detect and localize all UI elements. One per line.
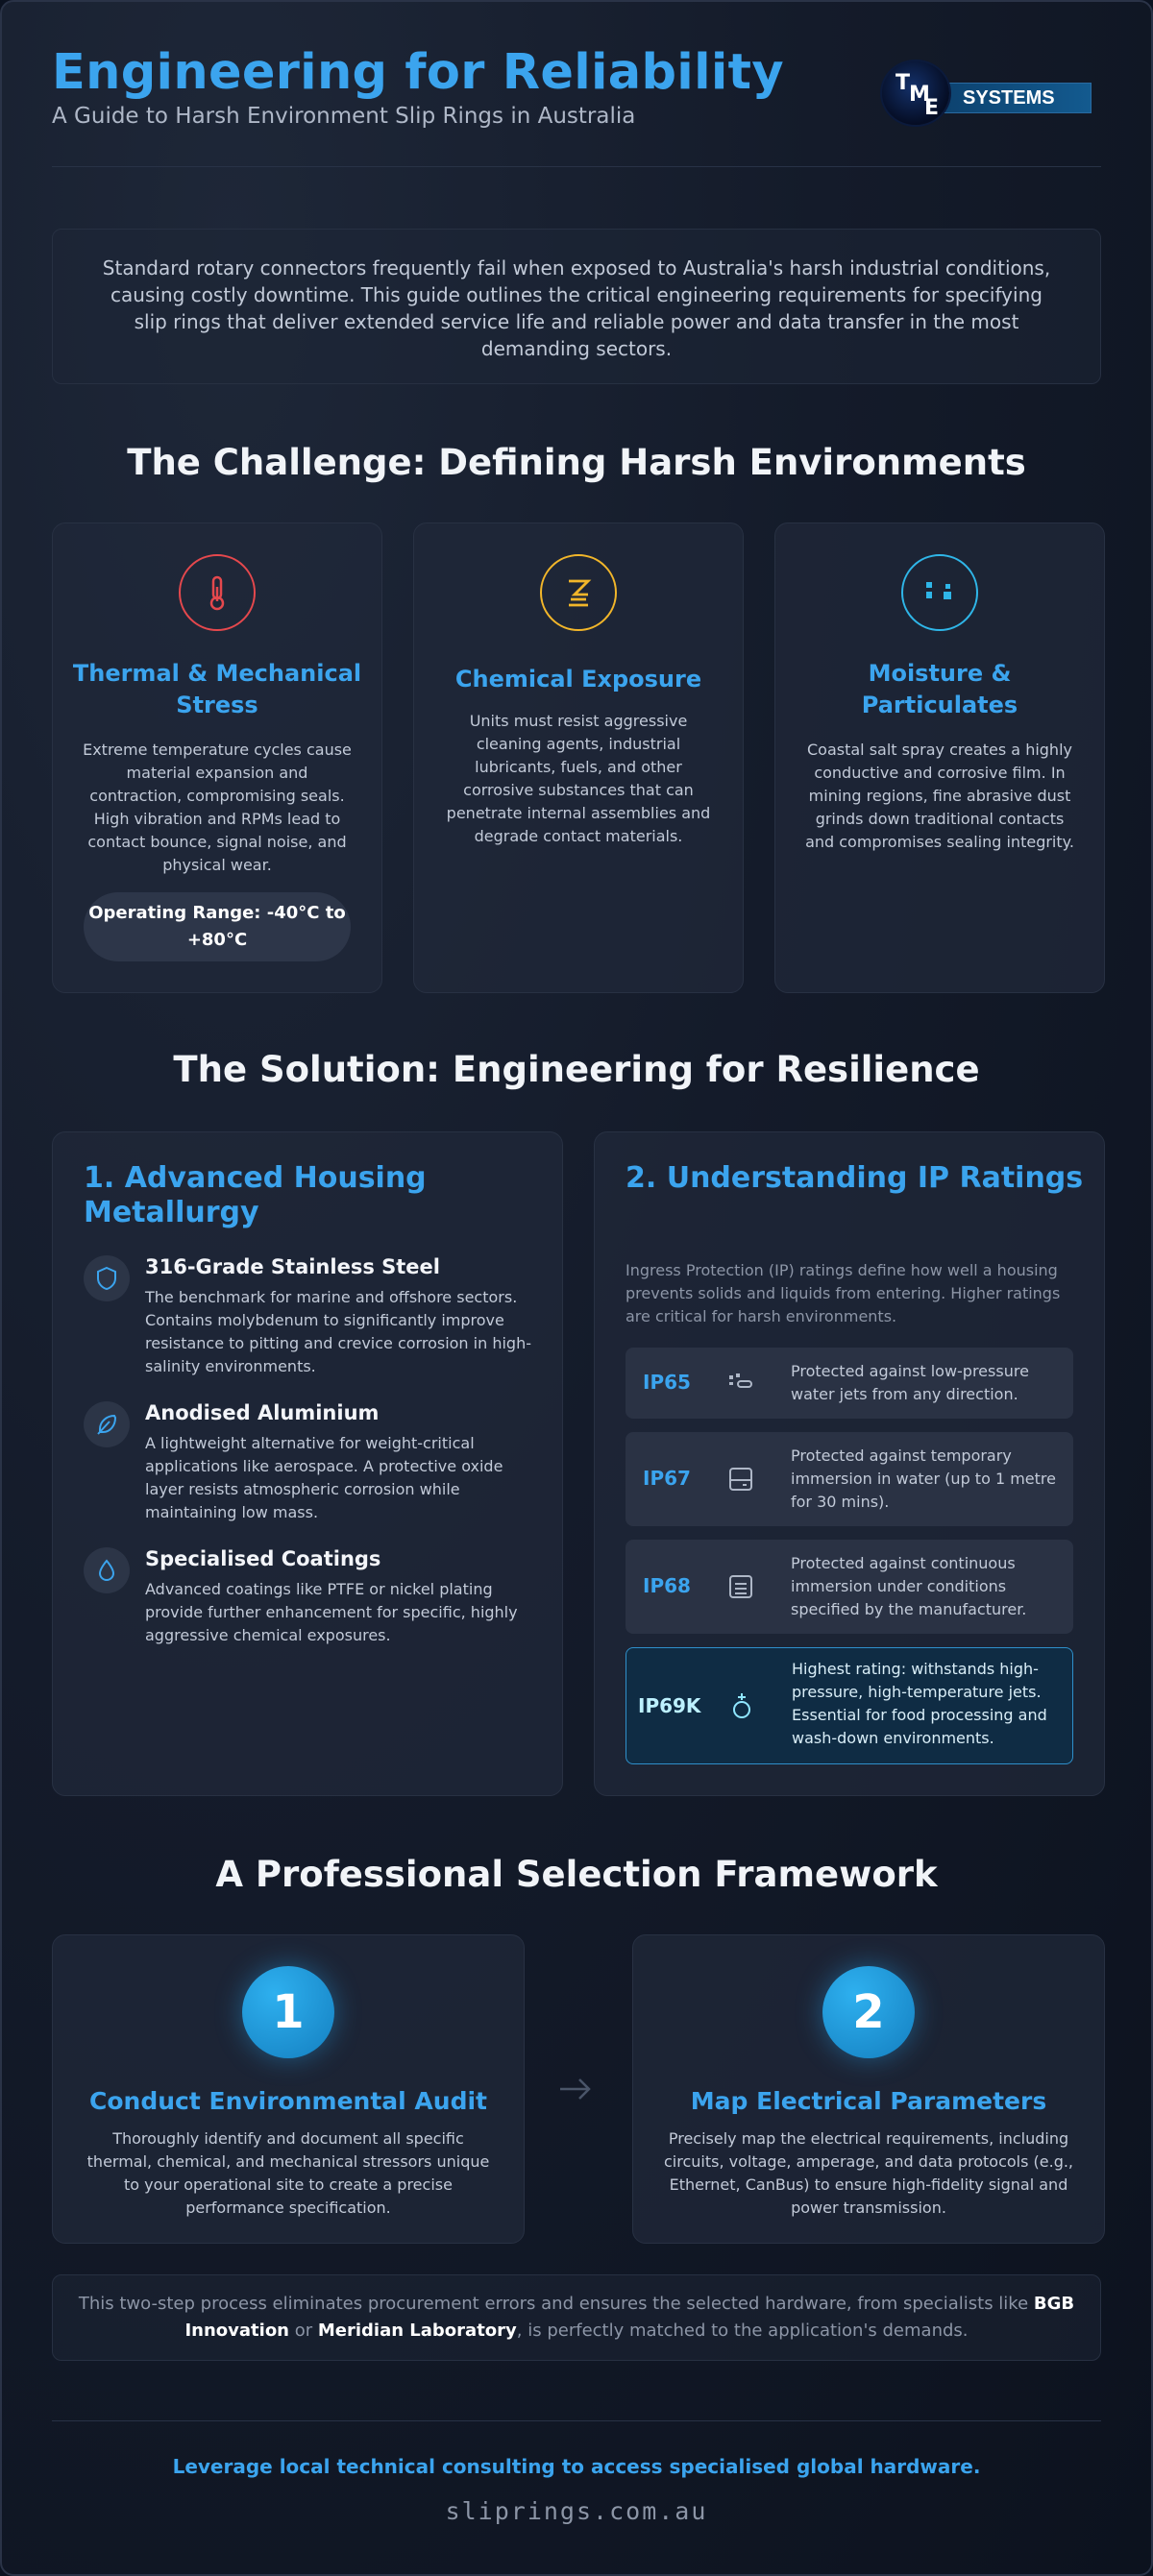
- immersion-icon: [725, 1464, 756, 1495]
- note-text: This two-step process eliminates procurement errors and ensures the selected hardware, from specialists like: [78, 2294, 1034, 2314]
- arrow-right-icon: [558, 2075, 593, 2107]
- challenge-card-title: Chemical Exposure: [454, 666, 702, 693]
- logo-letter-m: M: [909, 83, 930, 107]
- operating-range-badge: Operating Range: -40°C to +80°C: [84, 892, 351, 961]
- step-card-1: [52, 1934, 525, 2244]
- metal-item-text: Advanced coatings like PTFE or nickel plating provide further enhancement for specific, highly aggressive chemical exposures.: [145, 1580, 518, 1644]
- ip-code: IP65: [643, 1371, 691, 1394]
- challenge-card-chemical: [413, 522, 744, 993]
- particulates-icon: [901, 554, 978, 631]
- page-subtitle: A Guide to Harsh Environment Slip Rings in Australia: [52, 104, 636, 129]
- ip-description: Protected against continuous immersion under conditions specified by the manufacturer.: [791, 1554, 1027, 1618]
- ip-row-ip68: [626, 1540, 1073, 1634]
- solution-section-title: The Solution: Engineering for Resilience: [173, 1049, 980, 1090]
- ip-ratings-card: [594, 1131, 1105, 1796]
- ip-row-ip65: [626, 1348, 1073, 1419]
- header-divider: [52, 166, 1101, 167]
- footer-divider: [52, 2420, 1101, 2421]
- ip-ratings-intro: Ingress Protection (IP) ratings define how well a housing prevents solids and liquids from entering. Higher ratings are critical for harsh environments.: [626, 1261, 1061, 1325]
- tme-systems-logo[interactable]: [882, 61, 1093, 129]
- step-number: 2: [822, 1966, 915, 2058]
- ip-description: Highest rating: withstands high-pressure, high-temperature jets. Essential for food processing and wash-down environments.: [792, 1660, 1047, 1747]
- metal-item-title: Specialised Coatings: [145, 1547, 381, 1570]
- metallurgy-card: [52, 1131, 563, 1796]
- step-card-2: [632, 1934, 1105, 2244]
- framework-section-title: A Professional Selection Framework: [215, 1854, 938, 1895]
- ip-row-ip67: [626, 1432, 1073, 1526]
- ip-row-ip69k: [626, 1647, 1073, 1764]
- ip-description: Protected against temporary immersion in water (up to 1 metre for 30 mins).: [791, 1446, 1056, 1511]
- ip-code: IP67: [643, 1467, 691, 1490]
- metal-item-title: Anodised Aluminium: [145, 1401, 380, 1424]
- metal-item-text: A lightweight alternative for weight-critical applications like aerospace. A protective oxide layer resists atmospheric corrosion while maintaining low mass.: [145, 1434, 503, 1521]
- logo-word: SYSTEMS: [963, 87, 1055, 109]
- step-text: Precisely map the electrical requirements, including circuits, voltage, amperage, and data protocols (e.g., Ethernet, CanBus) to ensure high-fidelity signal and power transmission.: [663, 2129, 1074, 2217]
- challenge-card-title: Moisture & Particulates: [861, 660, 1018, 718]
- water-jet-icon: [725, 1368, 756, 1398]
- note-text: , is perfectly matched to the application's demands.: [516, 2321, 969, 2341]
- note-text: or: [289, 2321, 318, 2341]
- challenge-card-title: Thermal & Mechanical Stress: [72, 660, 362, 718]
- thermometer-icon: [179, 554, 256, 631]
- challenge-card-text: Units must resist aggressive cleaning agents, industrial lubricants, fuels, and other corrosive substances that can penetrate internal assemblies and degrade contact materials.: [446, 712, 711, 845]
- logo-letter-e: E: [924, 96, 940, 120]
- ip-description: Protected against low-pressure water jets from any direction.: [791, 1362, 1029, 1403]
- challenge-section-title: The Challenge: Defining Harsh Environments: [127, 442, 1026, 483]
- metal-item-title: 316-Grade Stainless Steel: [145, 1255, 440, 1278]
- continuous-immersion-icon: [725, 1571, 756, 1602]
- framework-note: [52, 2274, 1101, 2361]
- step-title: Conduct Environmental Audit: [89, 2087, 487, 2115]
- specialist-name: Meridian Laboratory: [317, 2321, 517, 2341]
- ip-code: IP69K: [638, 1694, 701, 1717]
- metallurgy-heading: 1. Advanced Housing Metallurgy: [84, 1161, 427, 1229]
- shield-icon: [84, 1255, 130, 1301]
- step-text: Thoroughly identify and document all specific thermal, chemical, and mechanical stressors unique to your operational site to create a precise performance specification.: [86, 2129, 490, 2217]
- intro-box: Standard rotary connectors frequently fail when exposed to Australia's harsh industrial conditions, causing costly downtime. This guide outlines the critical engineering requirements for specifying slip rings that deliver extended service life and reliable power and data transfer in the most demanding sectors.: [52, 229, 1101, 384]
- feather-icon: [84, 1401, 130, 1447]
- high-pressure-icon: [726, 1690, 757, 1721]
- metal-item-aluminium: [84, 1401, 535, 1526]
- metal-item-text: The benchmark for marine and offshore sectors. Contains molybdenum to significantly improve resistance to pitting and crevice corrosion in high-salinity environments.: [145, 1288, 531, 1375]
- challenge-card-text: Extreme temperature cycles cause material expansion and contraction, compromising seals. High vibration and RPMs lead to contact bounce, signal noise, and physical wear.: [83, 741, 352, 874]
- metal-item-stainless: [84, 1255, 535, 1380]
- header: [52, 44, 1101, 169]
- step-title: Map Electrical Parameters: [690, 2087, 1047, 2115]
- logo-letter-t: T: [895, 71, 911, 95]
- chemical-icon: [540, 554, 617, 631]
- ip-ratings-heading: 2. Understanding IP Ratings: [626, 1161, 1084, 1195]
- challenge-card-moisture: [774, 522, 1105, 993]
- ip-code: IP68: [643, 1574, 691, 1597]
- specialist-name: BGB Innovation: [184, 2294, 1075, 2341]
- step-number: 1: [242, 1966, 334, 2058]
- footer-cta: Leverage local technical consulting to access specialised global hardware.: [172, 2455, 981, 2478]
- droplet-icon: [84, 1547, 130, 1593]
- metal-item-coatings: [84, 1547, 535, 1653]
- challenge-card-text: Coastal salt spray creates a highly conductive and corrosive film. In mining regions, fine abrasive dust grinds down traditional contacts and compromises sealing integrity.: [805, 741, 1074, 851]
- footer-domain-link[interactable]: sliprings.com.au: [445, 2497, 708, 2525]
- page-title: Engineering for Reliability: [52, 44, 784, 101]
- challenge-card-thermal: [52, 522, 382, 993]
